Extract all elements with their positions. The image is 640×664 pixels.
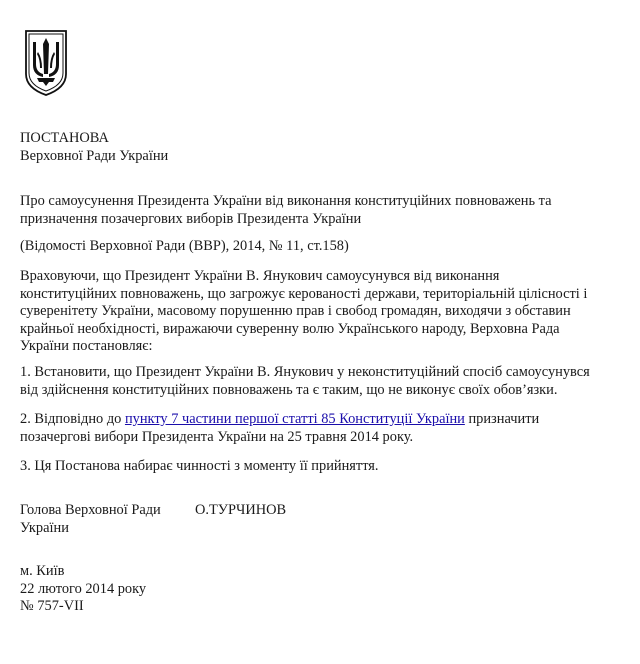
issue-city: м. Київ xyxy=(20,563,65,579)
trident-coat-of-arms-icon xyxy=(23,28,69,98)
document-issuer: Верховної Ради України xyxy=(20,147,169,164)
article-2 xyxy=(20,411,600,446)
publication-source xyxy=(20,238,620,256)
signatory-position-line1: Голова Верховної Ради xyxy=(20,502,161,518)
article-3 xyxy=(20,458,620,476)
constitution-article-link[interactable]: пункту 7 частини першої статті 85 Конституції України xyxy=(124,411,465,427)
source-text: (Відомості Верховної Ради (ВВР), 2014, № 11, ст.158) xyxy=(20,238,349,254)
document-header xyxy=(20,130,620,165)
article-1-text: 1. Встановити, що Президент України В. Янукович у неконституційний спосіб самоусунувся від здійснення конституційних повноважень та є таким, що не виконує своїх обов’язки. xyxy=(20,364,590,398)
title-text: Про самоусунення Президента України від виконання конституційних повноважень та призначення позачергових виборів Президента України xyxy=(20,193,552,227)
document-title xyxy=(20,193,580,228)
article-2-prefix: 2. Відповідно до xyxy=(20,411,125,427)
article-3-text: 3. Ця Постанова набирає чинності з моменту її прийняття. xyxy=(20,458,379,474)
article-2-suffix: призначити позачергові вибори Президента України на 25 травня 2014 року. xyxy=(20,411,540,445)
document-type: ПОСТАНОВА xyxy=(20,130,109,146)
signature-block xyxy=(20,502,620,537)
article-2-text xyxy=(20,411,600,446)
signatory-name: О.ТУРЧИНОВ xyxy=(195,502,287,518)
article-1 xyxy=(20,364,610,399)
document-number: № 757-VII xyxy=(20,598,84,614)
preamble xyxy=(20,268,595,356)
document-footer xyxy=(20,563,620,616)
preamble-text: Враховуючи, що Президент України В. Янукович самоусунувся від виконання конституційних повноважень, що загрожує керованості держави, територіальній цілісності і суверенітету України, масовому порушенню прав і свобод громадян, виходячи з обставин крайньої необхідності, виражаючи суверенну волю Українського народу, Верховна Рада України постановляє: xyxy=(20,268,588,354)
issue-date: 22 лютого 2014 року xyxy=(20,580,147,597)
signatory-position-line2: України xyxy=(20,519,69,536)
